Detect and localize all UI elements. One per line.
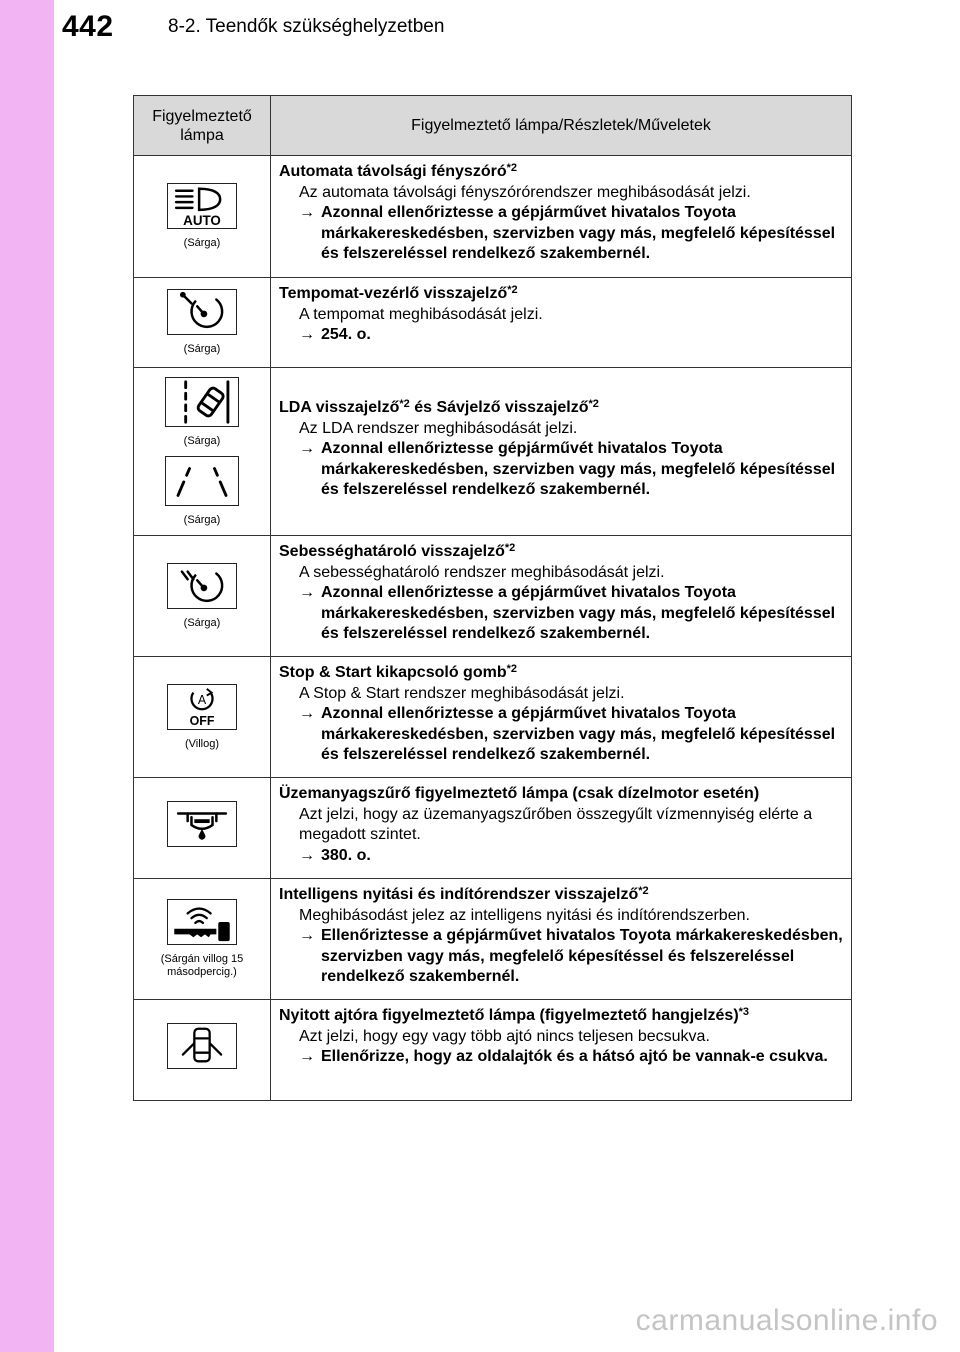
lamp-cell	[134, 1000, 271, 1101]
warning-lights-table	[133, 95, 852, 1101]
icon-caption: (Sárga)	[183, 513, 221, 526]
row-title: Stop & Start kikapcsoló gomb$^{*2}$	[279, 663, 517, 681]
description-cell	[271, 1000, 852, 1101]
row-body: Meghibásodást jelez az intelligens nyitási és indítórendszerben. → Ellenőriztesse a gépjárművet hivatalos Toyota márkakereskedésben, szervizben vagy más, megfelelő képesítéssel és felszereléssel rendelkező szakembernél.	[279, 906, 843, 988]
smart-entry-key-icon	[167, 899, 237, 945]
automatic-high-beam-icon	[167, 183, 237, 229]
stop-start-off-icon	[167, 684, 237, 730]
stop-start-glyph: A	[197, 692, 207, 707]
row-action: → 380. o.	[299, 846, 843, 867]
row-action: → Ellenőrizze, hogy az oldalajtók és a hátsó ajtó be vannak-e csukva.	[299, 1047, 843, 1068]
table-header-row	[134, 96, 852, 156]
watermark: carmanualsonline.info	[635, 1304, 938, 1337]
speed-limiter-icon	[167, 563, 237, 609]
icon-caption: (Sárga)	[183, 237, 221, 249]
table-row	[134, 536, 852, 657]
description-cell	[271, 536, 852, 657]
row-action: → 254. o.	[299, 325, 843, 346]
row-action: → Ellenőriztesse a gépjárművet hivatalos Toyota márkakereskedésben, szervizben vagy más, megfelelő képesítéssel és felszereléssel rendelkező szakembernél.	[299, 927, 843, 985]
icon-caption: (Villog)	[184, 737, 220, 750]
svg-text:AUTO: AUTO	[183, 213, 221, 228]
description-cell	[271, 156, 852, 278]
row-body: Azt jelzi, hogy az üzemanyagszűrőben összegyűlt vízmennyiség elérte a megadott szintet. → 380. o.	[279, 805, 843, 867]
lamp-cell	[134, 536, 271, 657]
page-number: 442	[62, 10, 114, 43]
lamp-cell	[134, 778, 271, 879]
lamp-cell	[134, 156, 271, 278]
stop-start-off-label: OFF	[189, 713, 215, 728]
row-action: → Azonnal ellenőriztesse gépjárművét hivatalos Toyota márkakereskedésben, szervizben vagy más, megfelelő képesítéssel és felszereléssel rendelkező szakembernél.	[299, 440, 836, 499]
header-details: Figyelmeztető lámpa/Részletek/Műveletek	[271, 96, 852, 156]
open-door-icon	[167, 1023, 237, 1069]
arrow-icon: →	[299, 204, 315, 221]
row-title: Nyitott ajtóra figyelmeztető lámpa (figyelmeztető hangjelzés)$^{*3}$	[279, 1006, 750, 1024]
table-row	[134, 879, 852, 1000]
table-row	[134, 278, 852, 368]
row-body: Az LDA rendszer meghibásodását jelzi. → Azonnal ellenőriztesse gépjárművét hivatalos Toyota márkakereskedésben, szervizben vagy más, megfelelő képesítéssel és felszereléssel rendelkező szakembernél.	[279, 419, 843, 501]
arrow-icon: →	[299, 1048, 315, 1065]
footnote-marker: *2	[504, 542, 516, 554]
footnote-marker: *3	[738, 1006, 750, 1018]
row-title: Üzemanyagszűrő figyelmeztető lámpa (csak dízelmotor esetén)	[279, 785, 760, 802]
footnote-marker: *2	[588, 398, 599, 411]
arrow-icon: →	[299, 705, 315, 722]
description-cell	[271, 657, 852, 778]
table-row	[134, 156, 852, 278]
row-body: Azt jelzi, hogy egy vagy több ajtó nincs teljesen becsukva. → Ellenőrizze, hogy az oldalajtók és a hátsó ajtó be vannak-e csukva.	[279, 1027, 843, 1068]
lamp-cell	[134, 368, 271, 536]
row-title: Automata távolsági fényszóró$^{*2}$	[279, 162, 518, 180]
icon-caption: (Sárga)	[183, 616, 221, 629]
footnote-marker: *2	[507, 284, 518, 296]
footnote-marker: *2	[638, 885, 649, 897]
cruise-control-icon	[167, 289, 237, 335]
lamp-cell	[134, 657, 271, 778]
description-cell	[271, 278, 852, 368]
row-body: Az automata távolsági fényszórórendszer meghibásodását jelzi. → Azonnal ellenőriztesse a gépjárművet hivatalos Toyota márkakereskedésben, szervizben vagy más, megfelelő képesítéssel és felszereléssel rendelkező szakembernél.	[279, 183, 843, 265]
arrow-icon: →	[299, 846, 315, 864]
lane-marker-icon	[165, 456, 239, 506]
footnote-marker: *2	[506, 663, 517, 675]
footnote-marker: *2	[399, 398, 410, 411]
icon-caption: (Sárgán villog 15 másodpercig.)	[160, 953, 244, 978]
table-row	[134, 657, 852, 778]
row-action: → Azonnal ellenőriztesse a gépjárművet hivatalos Toyota márkakereskedésben, szervizben vagy más, megfelelő képesítéssel és felszereléssel rendelkező szakembernél.	[299, 584, 836, 642]
footnote-marker: *2	[506, 162, 518, 174]
row-body: A Stop & Start rendszer meghibásodását jelzi. → Azonnal ellenőriztesse a gépjárművet hivatalos Toyota márkakereskedésben, szervizben vagy más, megfelelő képesítéssel és felszereléssel rendelkező szakembernél.	[279, 684, 843, 766]
section-title: 8-2. Teendők szükséghelyzetben	[168, 16, 445, 37]
icon-caption: (Sárga)	[183, 434, 221, 447]
arrow-icon: →	[299, 927, 315, 944]
lane-departure-alert-icon	[165, 377, 239, 427]
row-body: A tempomat meghibásodását jelzi. → 254. o.	[279, 305, 843, 346]
arrow-icon: →	[299, 584, 315, 601]
row-body: A sebességhatároló rendszer meghibásodását jelzi. → Azonnal ellenőriztesse a gépjárművet hivatalos Toyota márkakereskedésben, szervizben vagy más, megfelelő képesítéssel és felszereléssel rendelkező szakembernél.	[279, 563, 843, 645]
chapter-side-band	[0, 0, 54, 1352]
description-cell	[271, 879, 852, 1000]
table-row	[134, 368, 852, 536]
lamp-cell	[134, 879, 271, 1000]
table-row	[134, 778, 852, 879]
arrow-icon: →	[299, 326, 315, 343]
table-row	[134, 1000, 852, 1101]
arrow-icon: →	[299, 440, 315, 458]
row-title: LDA visszajelző$^{*2}$ és Sávjelző visszajelző$^{*2}$	[279, 398, 599, 417]
header-lamp: Figyelmeztető lámpa	[134, 96, 271, 156]
row-action: → Azonnal ellenőriztesse a gépjárművet hivatalos Toyota márkakereskedésben, szervizben vagy más, megfelelő képesítéssel és felszereléssel rendelkező szakembernél.	[299, 204, 836, 262]
row-title: Tempomat-vezérlő visszajelző$^{*2}$	[279, 284, 518, 302]
row-title: Intelligens nyitási és indítórendszer visszajelző$^{*2}$	[279, 885, 649, 903]
description-cell	[271, 778, 852, 879]
row-action: → Azonnal ellenőriztesse a gépjárművet hivatalos Toyota márkakereskedésben, szervizben vagy más, megfelelő képesítéssel és felszereléssel rendelkező szakembernél.	[299, 705, 836, 763]
description-cell	[271, 368, 852, 536]
lamp-cell	[134, 278, 271, 368]
fuel-filter-icon	[167, 801, 237, 847]
icon-caption: (Sárga)	[183, 343, 221, 355]
row-title: Sebességhatároló visszajelző$^{*2}$	[279, 542, 516, 560]
